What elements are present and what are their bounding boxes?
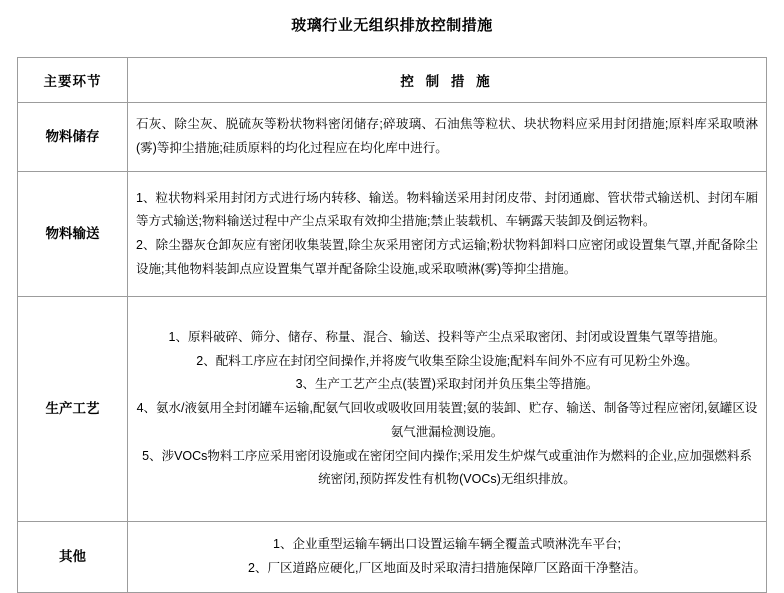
stage-label-storage: 物料储存 — [18, 103, 128, 172]
stage-label-process: 生产工艺 — [18, 297, 128, 522]
table-header-row — [18, 58, 767, 103]
measure-paragraph: 石灰、除尘灰、脱硫灰等粉状物料密闭储存;碎玻璃、石油焦等粒状、块状物料应采用封闭措施;原料库采取喷淋(雾)等抑尘措施;硅质原料的均化过程应在均化库中进行。 — [136, 117, 758, 155]
column-header-measures: 控 制 措 施 — [128, 58, 767, 103]
table-header — [18, 58, 767, 103]
column-header-stage: 主要环节 — [18, 58, 128, 103]
measures-storage — [128, 103, 767, 172]
measure-paragraph: 2、配料工序应在封闭空间操作,并将废气收集至除尘设施;配料车间外不应有可见粉尘外逸。 — [196, 353, 698, 368]
table-row — [18, 297, 767, 522]
measures-transport — [128, 172, 767, 297]
measure-paragraph: 5、涉VOCs物料工序应采用密闭设施或在密闭空间内操作;采用发生炉煤气或重油作为燃料的企业,应加强燃料系统密闭,预防挥发性有机物(VOCs)无组织排放。 — [142, 448, 752, 487]
measure-paragraph: 4、氨水/液氨用全封闭罐车运输,配氨气回收或吸收回用装置;氨的装卸、贮存、输送、制备等过程应密闭,氨罐区设氨气泄漏检测设施。 — [136, 401, 758, 439]
measure-paragraph: 2、厂区道路应硬化,厂区地面及时采取清扫措施保障厂区路面干净整洁。 — [248, 561, 646, 575]
measures-process — [128, 297, 767, 522]
measure-paragraph: 1、企业重型运输车辆出口设置运输车辆全覆盖式喷淋洗车平台; — [273, 537, 621, 552]
measure-paragraph: 2、除尘器灰仓卸灰应有密闭收集装置,除尘灰采用密闭方式运输;粉状物料卸料口应密闭或设置集气罩,并配备除尘设施;其他物料装卸点应设置集气罩并配备除尘设施,或采取喷淋(雾)等抑尘措施。 — [136, 238, 758, 276]
table-body — [18, 103, 767, 593]
control-measures-table — [17, 57, 767, 593]
stage-label-transport: 物料输送 — [18, 172, 128, 297]
table-row — [18, 172, 767, 297]
measure-paragraph: 1、粒状物料采用封闭方式进行场内转移、输送。物料输送采用封闭皮带、封闭通廊、管状带式输送机、封闭车厢等方式输送;物料输送过程中产尘点采取有效抑尘措施;禁止装载机、车辆露天装卸及倒运物料。 — [136, 190, 758, 229]
measures-other — [128, 522, 767, 593]
table-row — [18, 522, 767, 593]
stage-label-other: 其他 — [18, 522, 128, 593]
measure-paragraph: 3、生产工艺产尘点(装置)采取封闭并负压集尘等措施。 — [295, 377, 599, 392]
table-row — [18, 103, 767, 172]
page-title: 玻璃行业无组织排放控制措施 — [291, 17, 493, 34]
measure-paragraph: 1、原料破碎、筛分、储存、称量、混合、输送、投料等产尘点采取密闭、封闭或设置集气罩等措施。 — [168, 329, 726, 344]
